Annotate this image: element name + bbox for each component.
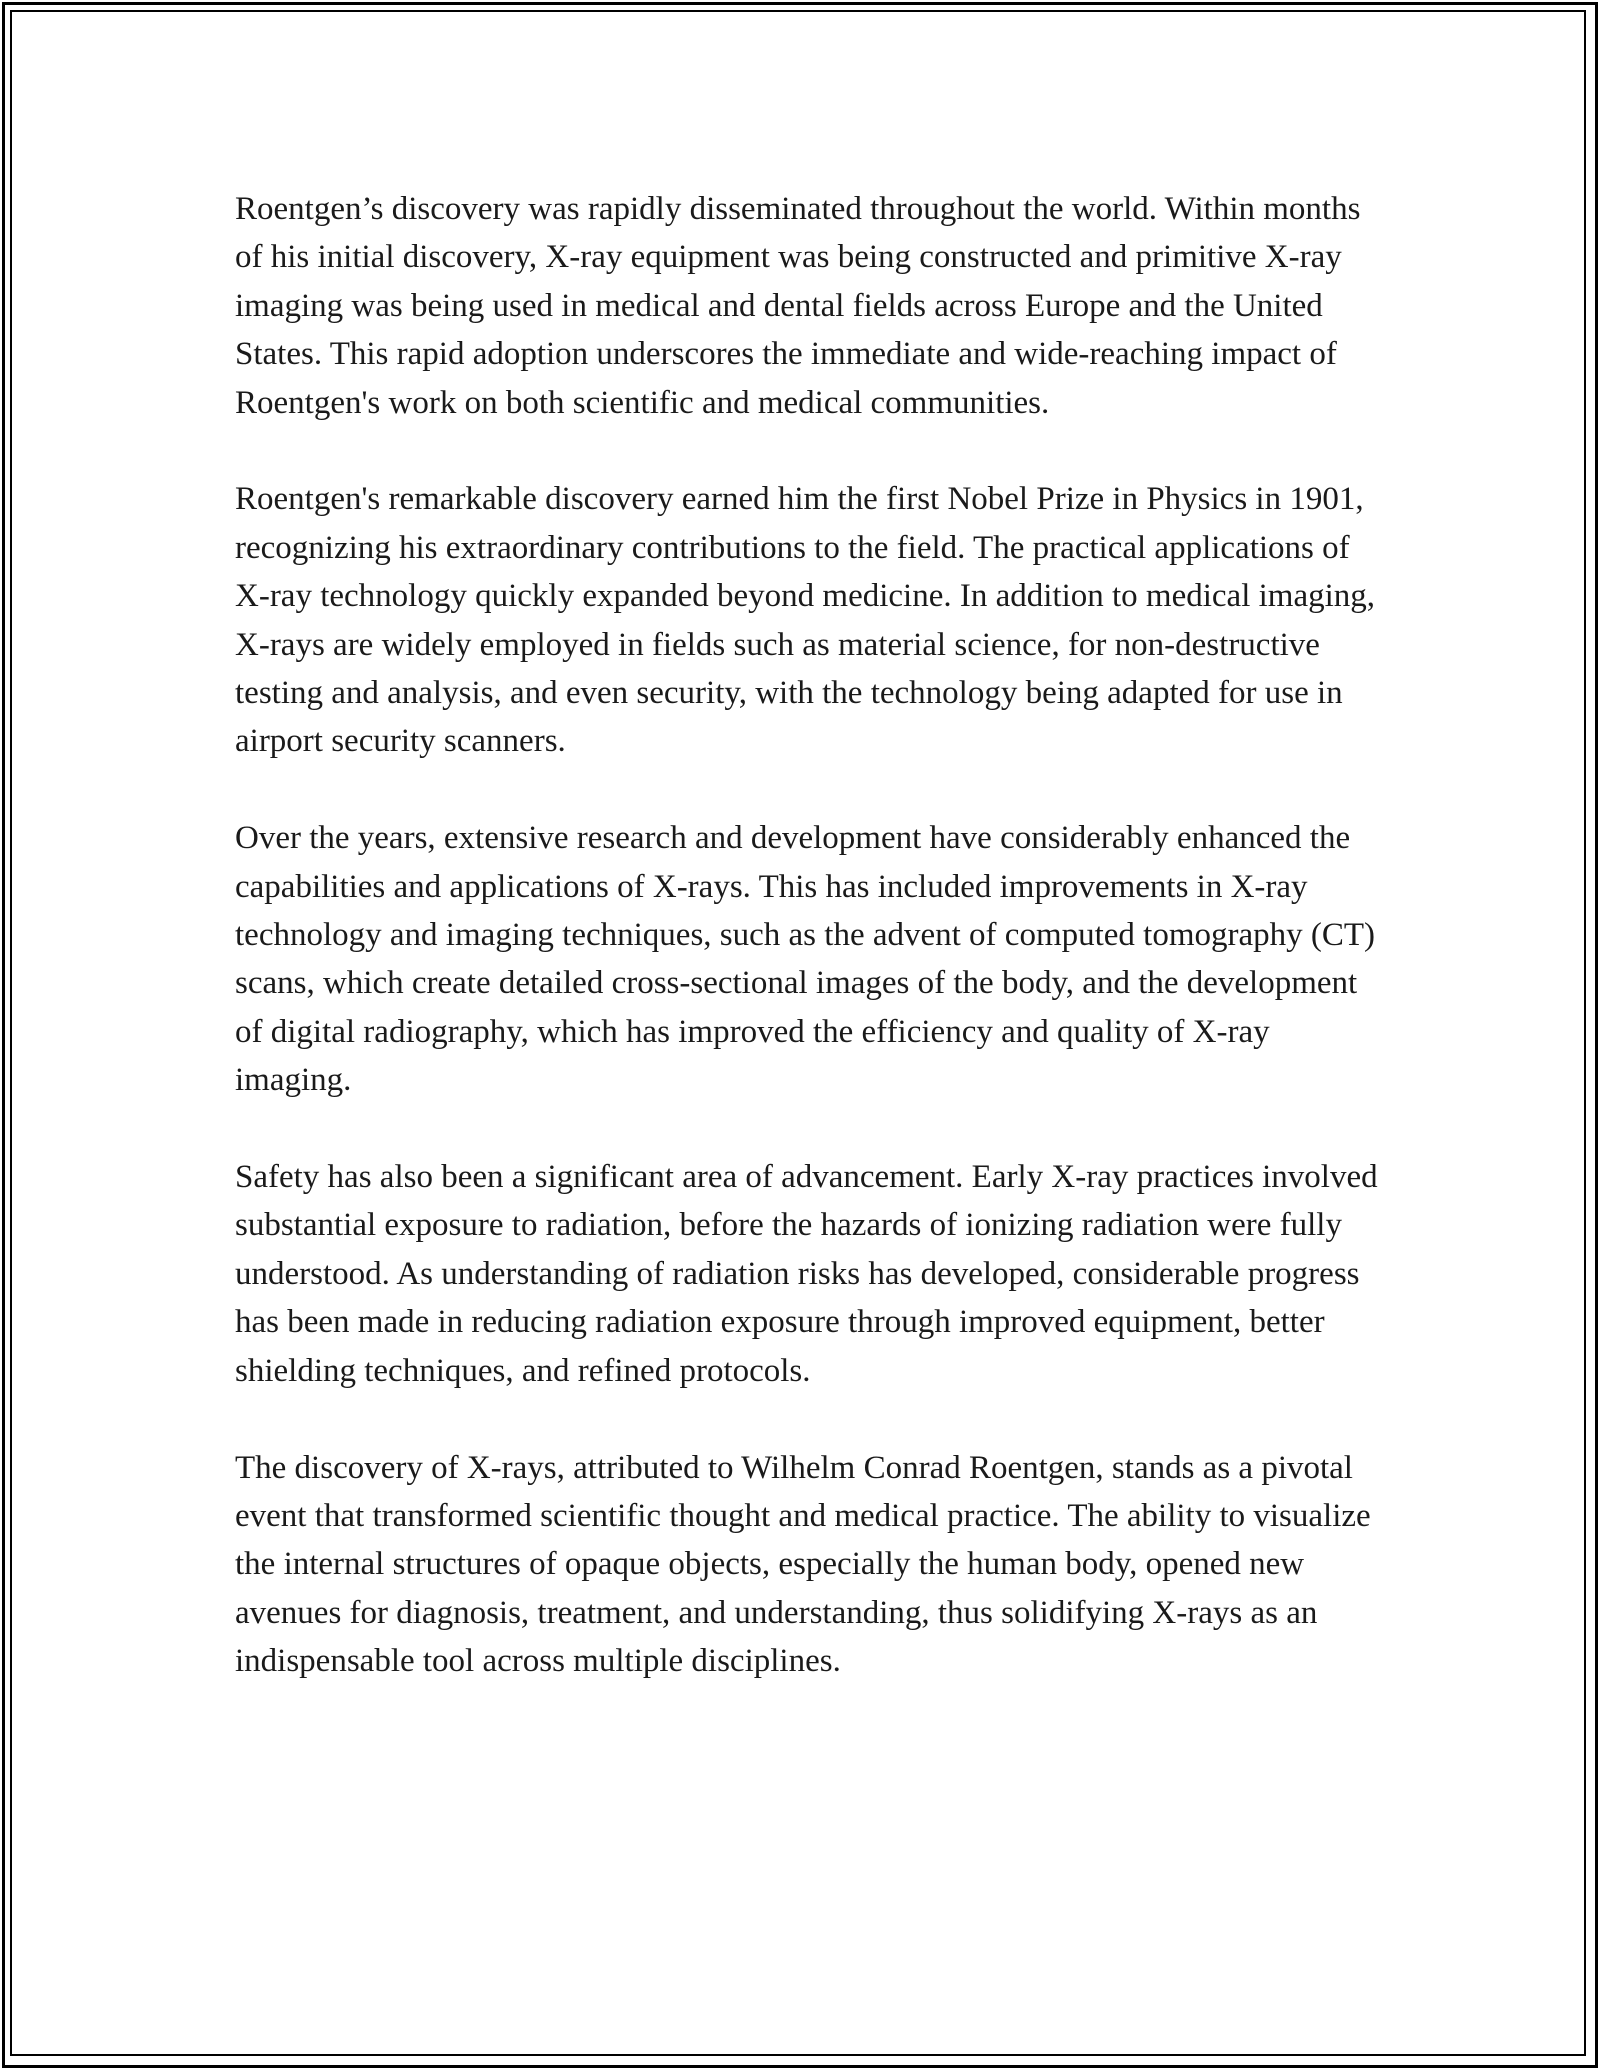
paragraph-1: Roentgen’s discovery was rapidly disseminated throughout the world. Within months of his initial discovery, X-ray equipment was being constructed and primitive X-ray imaging was being used in medical and dental fields across Europe and the United States. This rapid adoption underscores the immediate and wide-reaching impact of Roentgen's work on both scientific and medical communities. — [235, 191, 1361, 421]
paragraph-3: Over the years, extensive research and development have considerably enhanced the capabilities and applications of X-rays. This has included improvements in X-ray technology and imaging techniques, such as the advent of computed tomography (CT) scans, which create detailed cross-sectional images of the body, and the development of digital radiography, which has improved the efficiency and quality of X-ray imaging. — [235, 820, 1376, 1099]
paragraph-2: Roentgen's remarkable discovery earned him the first Nobel Prize in Physics in 1901, recognizing his extraordinary contributions to the field. The practical applications of X-ray technology quickly expanded beyond medicine. In addition to medical imaging, X-rays are widely employed in fields such as material science, for non-destructive testing and analysis, and even security, with the technology being adapted for use in airport security scanners. — [235, 481, 1376, 760]
paragraph-4: Safety has also been a significant area of advancement. Early X-ray practices involved substantial exposure to radiation, before the hazards of ionizing radiation were fully understood. As understanding of radiation risks has developed, considerable progress has been made in reducing radiation exposure through improved equipment, better shielding techniques, and refined protocols. — [235, 1159, 1378, 1389]
paragraph-5: The discovery of X-rays, attributed to Wilhelm Conrad Roentgen, stands as a pivotal event that transformed scientific thought and medical practice. The ability to visualize the internal structures of opaque objects, especially the human body, opened new avenues for diagnosis, treatment, and understanding, thus solidifying X-rays as an indispensable tool across multiple disciplines. — [235, 1449, 1371, 1680]
document-body — [235, 185, 1385, 1686]
